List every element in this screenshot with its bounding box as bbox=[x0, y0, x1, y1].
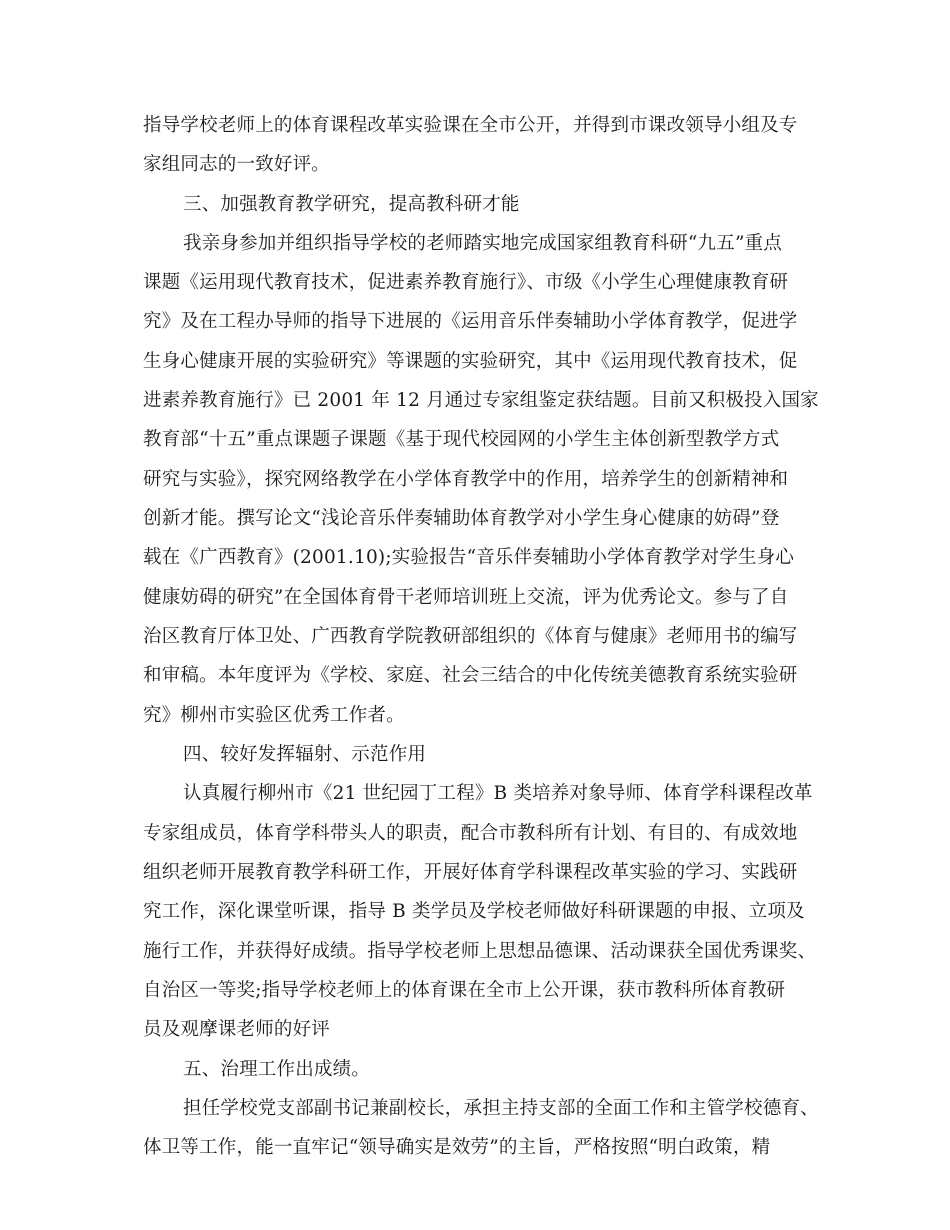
section-heading: 三、加强教育教学研究，提高教科研才能 bbox=[183, 194, 520, 215]
text-line: 施行工作，并获得好成绩。指导学校老师上思想品德课、活动课获全国优秀课奖、 bbox=[143, 941, 817, 962]
text-line: 生身心健康开展的实验研究》等课题的实验研究，其中《运用现代教育技术，促 bbox=[143, 351, 798, 372]
text-line: 认真履行柳州市《21 世纪园丁工程》B 类培养对象导师、体育学科课程改革 bbox=[183, 783, 813, 804]
text-line: 研究与实验》，探究网络教学在小学体育教学中的作用，培养学生的创新精神和 bbox=[143, 469, 789, 490]
text-line: 载在《广西教育》(2001.10);实验报告“音乐伴奏辅助小学体育教学对学生身心 bbox=[143, 547, 795, 568]
text-line: 和审稿。本年度评为《学校、家庭、社会三结合的中化传统美德教育系统实验研 bbox=[143, 665, 798, 686]
text-line: 究》柳州市实验区优秀工作者。 bbox=[143, 705, 405, 726]
text-line: 我亲身参加并组织指导学校的老师踏实地完成国家组教育科研“九五”重点 bbox=[183, 233, 783, 254]
section-heading: 五、治理工作出成绩。 bbox=[183, 1059, 371, 1080]
text-line: 健康妨碍的研究”在全国体育骨干老师培训班上交流，评为优秀论文。参与了自 bbox=[143, 587, 789, 608]
text-line: 员及观摩课老师的好评 bbox=[143, 1019, 331, 1040]
text-line: 担任学校党支部副书记兼副校长，承担主持支部的全面工作和主管学校德育、 bbox=[183, 1098, 819, 1119]
text-line: 指导学校老师上的体育课程改革实验课在全市公开，并得到市课改领导小组及专 bbox=[143, 115, 798, 136]
text-line: 组织老师开展教育教学科研工作，开展好体育学科课程改革实验的学习、实践研 bbox=[143, 862, 798, 883]
text-line: 治区教育厅体卫处、广西教育学院教研部组织的《体育与健康》老师用书的编写 bbox=[143, 626, 798, 647]
text-line: 课题《运用现代教育技术，促进素养教育施行》、市级《小学生心理健康教育研 bbox=[143, 272, 789, 293]
text-line: 家组同志的一致好评。 bbox=[143, 154, 331, 175]
text-line: 体卫等工作，能一直牢记“领导确实是效劳”的主旨，严格按照“明白政策，精 bbox=[143, 1137, 771, 1158]
text-line: 教育部“十五”重点课题子课题《基于现代校园网的小学生主体创新型教学方式 bbox=[143, 429, 780, 450]
text-line: 专家组成员，体育学科带头人的职责，配合市教科所有计划、有目的、有成效地 bbox=[143, 823, 798, 844]
text-line: 自治区一等奖;指导学校老师上的体育课在全市上公开课，获市教科所体育教研 bbox=[143, 980, 786, 1001]
section-heading: 四、较好发挥辐射、示范作用 bbox=[183, 744, 427, 765]
text-line: 究工作，深化课堂听课，指导 B 类学员及学校老师做好科研课题的申报、立项及 bbox=[143, 901, 805, 922]
text-line: 进素养教育施行》已 2001 年 12 月通过专家组鉴定获结题。目前又积极投入国家 bbox=[143, 390, 819, 411]
text-line: 究》及在工程办导师的指导下进展的《运用音乐伴奏辅助小学体育教学，促进学 bbox=[143, 311, 798, 332]
text-line: 创新才能。撰写论文“浅论音乐伴奏辅助体育教学对小学生身心健康的妨碍”登 bbox=[143, 508, 780, 529]
